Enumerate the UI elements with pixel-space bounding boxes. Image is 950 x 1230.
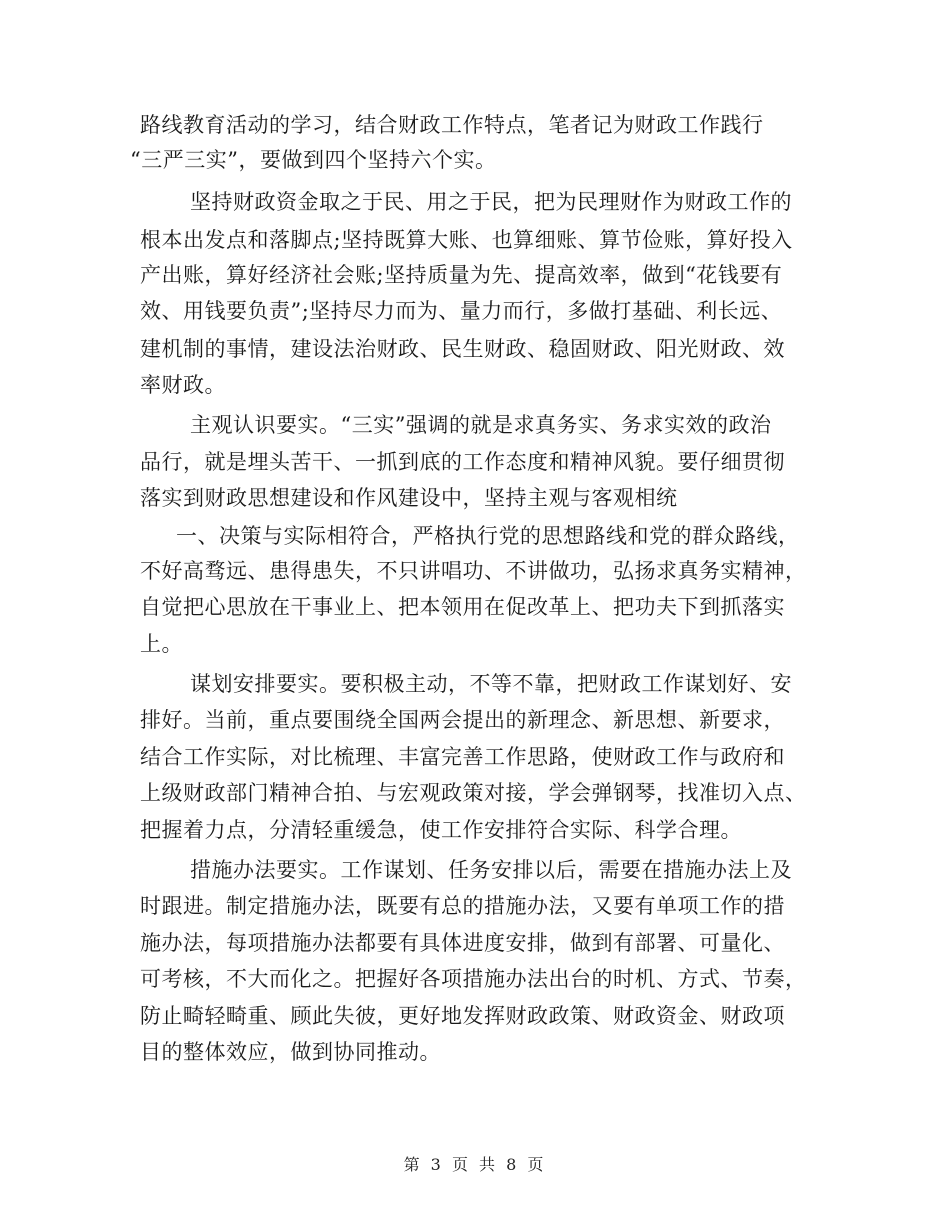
- text-line: 根本出发点和落脚点;坚持既算大账、也算细账、算节俭账，算好投入: [140, 228, 793, 252]
- text-line: 结合工作实际，对比梳理、丰富完善工作思路，使财政工作与政府和: [140, 745, 785, 769]
- paragraph-first-line: 谋划安排要实。要积极主动，不等不靠，把财政工作谋划好、安: [190, 672, 792, 696]
- text-line: 上。: [140, 632, 183, 656]
- text-line: 防止畸轻畸重、顾此失彼，更好地发挥财政政策、财政资金、财政项: [140, 1004, 785, 1028]
- text-line: 上级财政部门精神合拍、与宏观政策对接，学会弹钢琴，找准切入点、: [140, 781, 807, 805]
- paragraph-first-line: 坚持财政资金取之于民、用之于民，把为民理财作为财政工作的: [190, 190, 792, 214]
- paragraph-first-line: 主观认识要实。“三实”强调的就是求真务实、务求实效的政治: [190, 413, 772, 437]
- text-line: 效、用钱要负责”;坚持尽力而为、量力而行，多做打基础、利长远、: [140, 299, 783, 323]
- text-line: 施办法，每项措施办法都要有具体进度安排，做到有部署、可量化、: [140, 931, 785, 955]
- text-line: 落实到财政思想建设和作风建设中，坚持主观与客观相统: [140, 486, 678, 510]
- text-line: 目的整体效应，做到协同推动。: [140, 1040, 441, 1064]
- text-line: 产出账，算好经济社会账;坚持质量为先、提高效率，做到“花钱要有: [140, 263, 783, 287]
- text-line: 自觉把心思放在干事业上、把本领用在促改革上、把功夫下到抓落实: [140, 595, 785, 619]
- text-line: 排好。当前，重点要围绕全国两会提出的新理念、新思想、新要求，: [140, 708, 785, 732]
- paragraph-first-line: 一、决策与实际相符合，严格执行党的思想路线和党的群众路线，: [176, 524, 800, 548]
- text-line: 率财政。: [140, 373, 226, 397]
- text-line: 可考核，不大而化之。把握好各项措施办法出台的时机、方式、节奏，: [140, 967, 807, 991]
- text-line: “三严三实”，要做到四个坚持六个实。: [130, 148, 497, 172]
- text-line: 时跟进。制定措施办法，既要有总的措施办法，又要有单项工作的措: [140, 894, 785, 918]
- text-line: 把握着力点，分清轻重缓急，使工作安排符合实际、科学合理。: [140, 818, 742, 842]
- paragraph-first-line: 措施办法要实。工作谋划、任务安排以后，需要在措施办法上及: [190, 858, 792, 882]
- text-line: 品行，就是埋头苦干、一抓到底的工作态度和精神风貌。要仔细贯彻: [140, 450, 785, 474]
- page-number-footer: 第 3 页 共 8 页: [403, 1155, 547, 1174]
- text-line: 建机制的事情，建设法治财政、民生财政、稳固财政、阳光财政、效: [140, 337, 785, 361]
- text-line: 路线教育活动的学习，结合财政工作特点，笔者记为财政工作践行: [140, 113, 764, 137]
- text-line: 不好高骛远、患得患失，不只讲唱功、不讲做功，弘扬求真务实精神，: [140, 559, 807, 583]
